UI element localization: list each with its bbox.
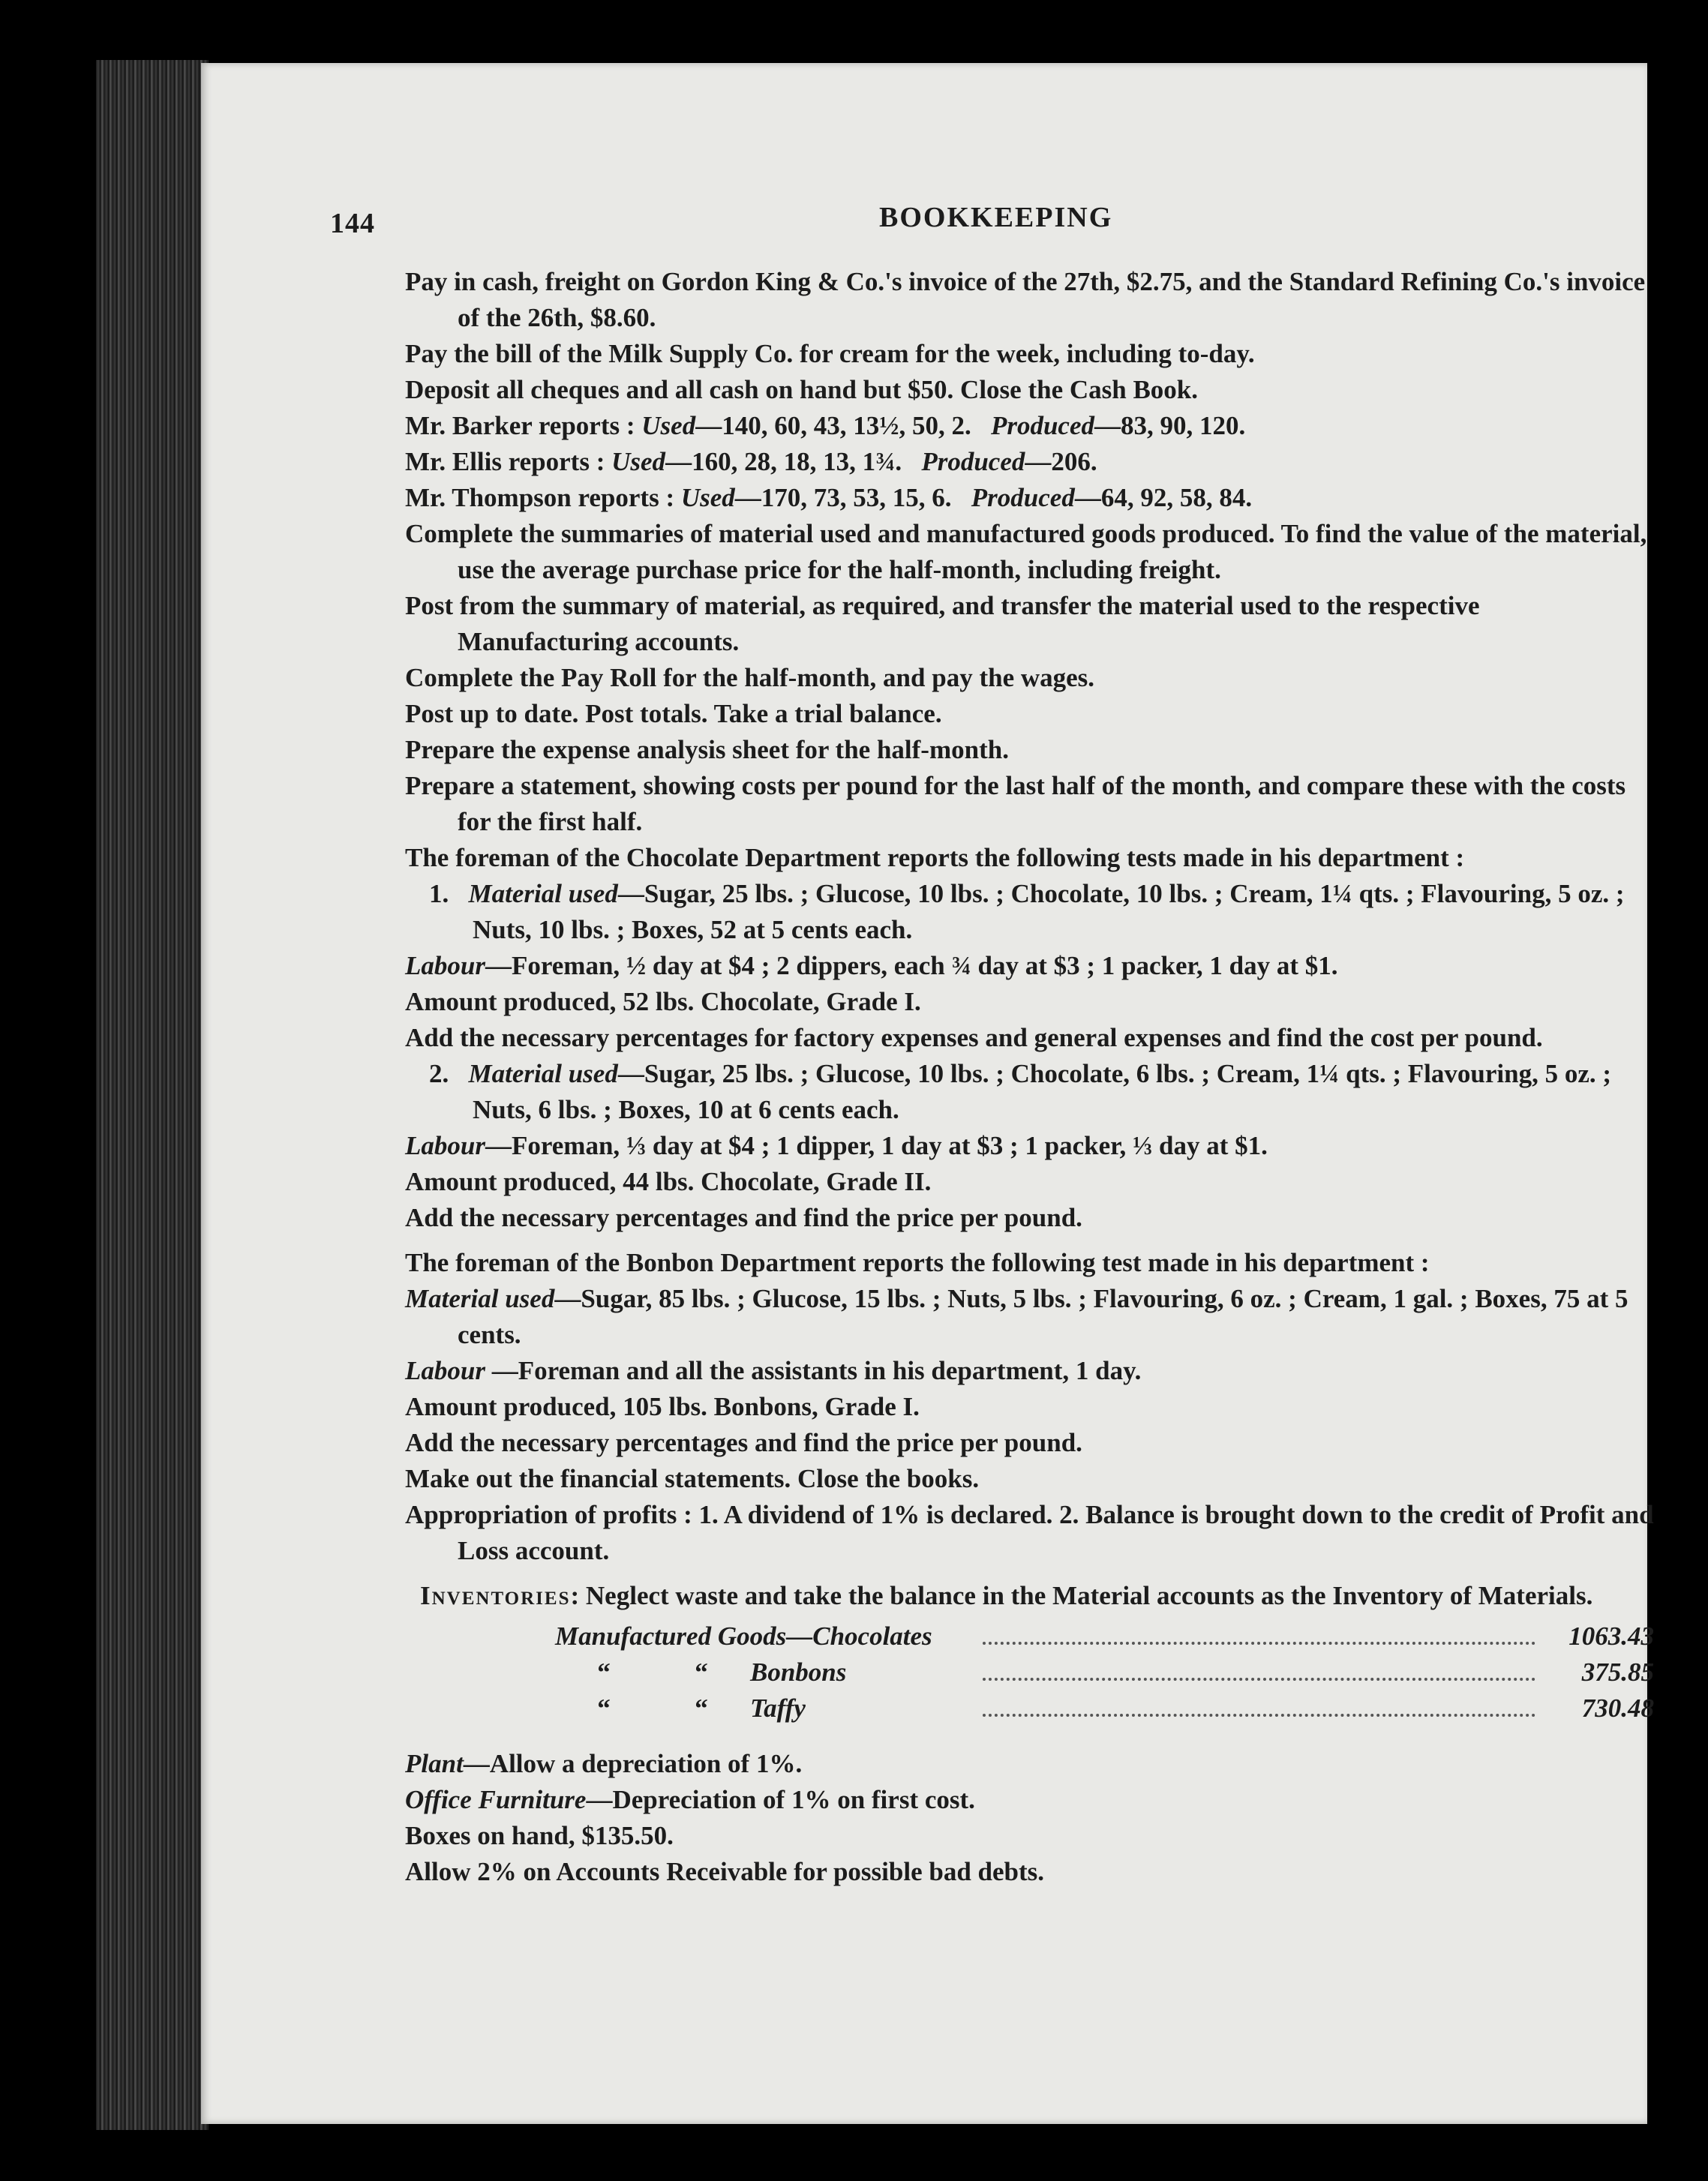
book-spine-shadow bbox=[96, 60, 209, 2130]
instruction-freight: Pay in cash, freight on Gordon King & Co.'s invoice of the 27th, $2.75, and the Standard Refining Co.'s invoice of the 26th, $8.60. bbox=[405, 267, 1646, 332]
inventory-row-taffy: “ “ Taffy 730.48 bbox=[555, 1690, 1654, 1726]
bonbon-department-intro: The foreman of the Bonbon Department reports the following test made in his department : bbox=[405, 1248, 1430, 1277]
report-barker: Mr. Barker reports : Used—140, 60, 43, 13½, 50, 2. Produced—83, 90, 120. bbox=[405, 411, 1246, 440]
test1-amount: Amount produced, 52 lbs. Chocolate, Grade I. bbox=[405, 987, 921, 1016]
instruction-summaries: Complete the summaries of material used and manufactured goods produced. To find the value of the material, use the average purchase price for the half-month, including freight. bbox=[405, 519, 1647, 584]
bonbon-add: Add the necessary percentages and find the price per pound. bbox=[405, 1428, 1082, 1457]
plant-depreciation: Plant—Allow a depreciation of 1%. bbox=[405, 1749, 803, 1778]
inventory-amount: 375.85 bbox=[1581, 1658, 1654, 1687]
report-thompson: Mr. Thompson reports : Used—170, 73, 53, 15, 6. Produced—64, 92, 58, 84. bbox=[405, 483, 1253, 512]
inventory-amount: 730.48 bbox=[1581, 1694, 1654, 1723]
instruction-post-summary: Post from the summary of material, as required, and transfer the material used to the respective Manufacturing accounts. bbox=[405, 591, 1480, 656]
test1-material: 1. Material used—Sugar, 25 lbs. ; Glucose, 10 lbs. ; Chocolate, 10 lbs. ; Cream, 1¼ qts. ; Flavouring, 5 oz. ; Nuts, 10 lbs. ; Boxes, 52 at 5 cents each. bbox=[429, 879, 1625, 944]
running-head: BOOKKEEPING bbox=[879, 202, 1113, 233]
report-ellis: Mr. Ellis reports : Used—160, 28, 18, 13, 1¾. Produced—206. bbox=[405, 447, 1097, 476]
instruction-statement: Prepare a statement, showing costs per pound for the last half of the month, and compare these with the costs for the first half. bbox=[405, 771, 1626, 836]
instruction-milk-bill: Pay the bill of the Milk Supply Co. for cream for the week, including to-day. bbox=[405, 339, 1255, 368]
bad-debts-allowance: Allow 2% on Accounts Receivable for possible bad debts. bbox=[405, 1857, 1045, 1886]
bonbon-amount: Amount produced, 105 lbs. Bonbons, Grade I. bbox=[405, 1392, 920, 1421]
inventory-table bbox=[405, 1618, 1654, 1726]
instruction-expense-analysis: Prepare the expense analysis sheet for the half-month. bbox=[405, 735, 1009, 764]
leader-dots bbox=[983, 1678, 1535, 1681]
instruction-pay-roll: Complete the Pay Roll for the half-month, and pay the wages. bbox=[405, 663, 1095, 692]
inventories-paragraph: Inventories: Neglect waste and take the balance in the Material accounts as the Inventory of Materials. bbox=[420, 1581, 1593, 1610]
test1-add: Add the necessary percentages for factory expenses and general expenses and find the cost per pound. bbox=[405, 1023, 1543, 1052]
bonbon-labour: Labour —Foreman and all the assistants in his department, 1 day. bbox=[405, 1356, 1142, 1385]
financial-statements: Make out the financial statements. Close the books. bbox=[405, 1464, 980, 1493]
appropriation-of-profits: Appropriation of profits : 1. A dividend of 1% is declared. 2. Balance is brought down to the credit of Profit and Loss account. bbox=[405, 1500, 1654, 1565]
bonbon-material: Material used—Sugar, 85 lbs. ; Glucose, 15 lbs. ; Nuts, 5 lbs. ; Flavouring, 6 oz. ; Cream, 1 gal. ; Boxes, 75 at 5 cents. bbox=[405, 1284, 1628, 1349]
page-header bbox=[330, 201, 1650, 246]
page-body bbox=[405, 264, 1654, 1890]
chocolate-department-intro: The foreman of the Chocolate Department reports the following tests made in his department : bbox=[405, 843, 1465, 872]
test2-amount: Amount produced, 44 lbs. Chocolate, Grade II. bbox=[405, 1167, 932, 1196]
boxes-on-hand: Boxes on hand, $135.50. bbox=[405, 1821, 674, 1850]
inventory-amount: 1063.43 bbox=[1568, 1622, 1654, 1651]
office-furniture-depreciation: Office Furniture—Depreciation of 1% on first cost. bbox=[405, 1785, 975, 1814]
test2-add: Add the necessary percentages and find the price per pound. bbox=[405, 1203, 1082, 1232]
inventory-row-chocolates: Manufactured Goods—Chocolates 1063.43 bbox=[555, 1618, 1654, 1654]
leader-dots bbox=[983, 1714, 1535, 1717]
instruction-deposit: Deposit all cheques and all cash on hand but $50. Close the Cash Book. bbox=[405, 375, 1199, 404]
page-number: 144 bbox=[330, 208, 375, 239]
leader-dots bbox=[983, 1642, 1535, 1645]
test1-labour: Labour—Foreman, ½ day at $4 ; 2 dippers, each ¾ day at $3 ; 1 packer, 1 day at $1. bbox=[405, 951, 1338, 980]
inventory-row-bonbons: “ “ Bonbons 375.85 bbox=[555, 1654, 1654, 1690]
test2-material: 2. Material used—Sugar, 25 lbs. ; Glucose, 10 lbs. ; Chocolate, 6 lbs. ; Cream, 1¼ qts. ; Flavouring, 5 oz. ; Nuts, 6 lbs. ; Boxes, 10 at 6 cents each. bbox=[429, 1059, 1612, 1124]
instruction-trial-balance: Post up to date. Post totals. Take a trial balance. bbox=[405, 699, 942, 728]
test2-labour: Labour—Foreman, ⅓ day at $4 ; 1 dipper, 1 day at $3 ; 1 packer, ⅓ day at $1. bbox=[405, 1131, 1268, 1160]
